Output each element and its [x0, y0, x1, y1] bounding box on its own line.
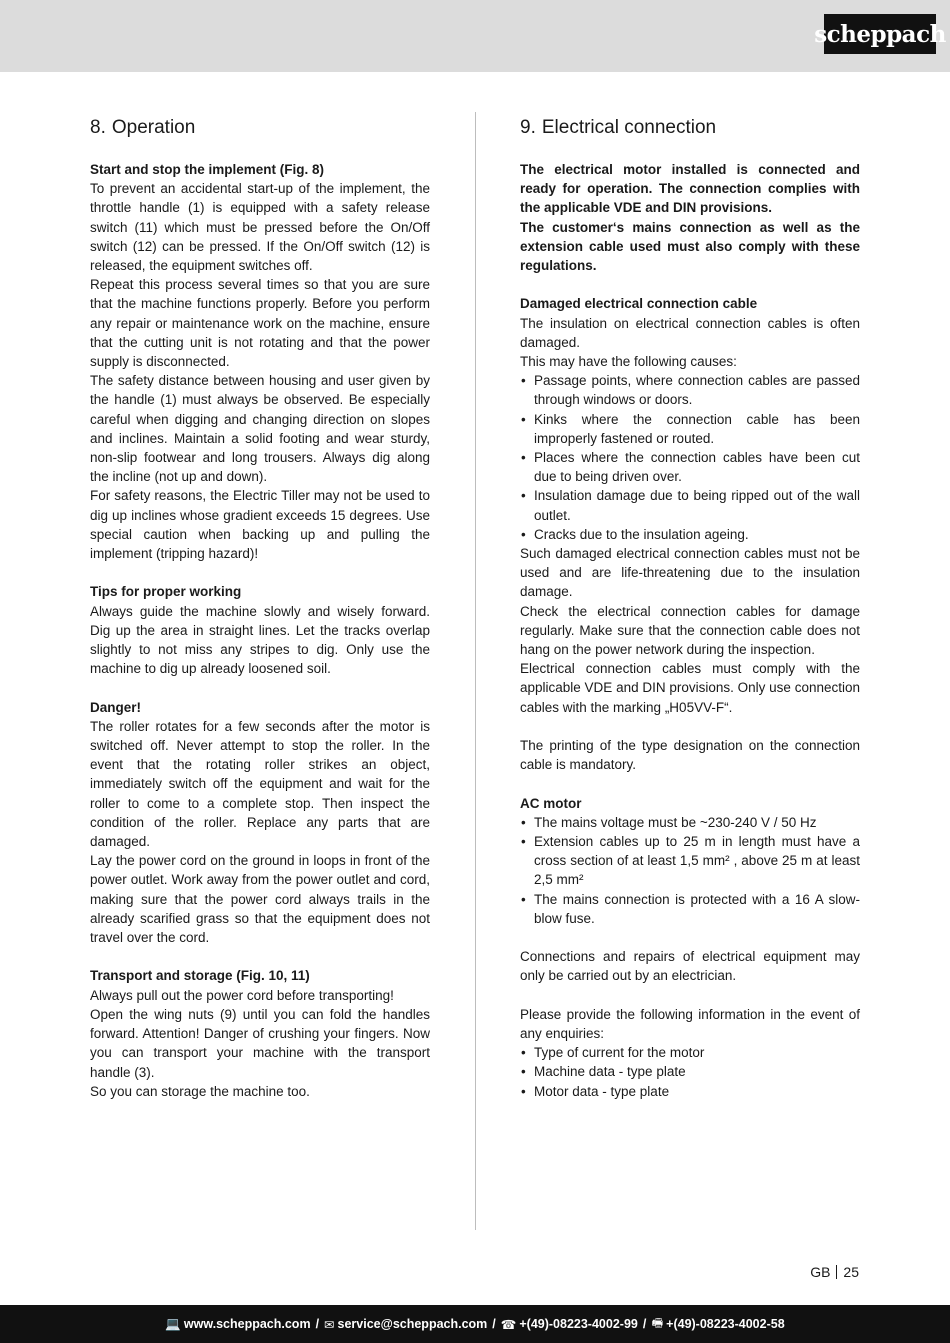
paragraph: To prevent an accidental start-up of the implement, the throttle handle (1) is equipped with a safety release switch (11) which must be pressed before the On/Off switch (12) can be pressed. If the On/Off switch (12) is released, the equipment switches off. — [90, 181, 430, 274]
paragraph: The printing of the type designation on the connection cable is mandatory. — [520, 738, 860, 773]
intro-paragraph: The customer‘s mains connection as well as the extension cable used must also comply with these regulations. — [520, 219, 860, 274]
website-link[interactable]: www.scheppach.com — [183, 1317, 311, 1331]
paragraph: Check the electrical connection cables for damage regularly. Make sure that the connection cable does not hang on the power network during the inspection. — [520, 603, 860, 658]
paragraph: Repeat this process several times so that you are sure that the machine functions properly. Before you perform any repair or maintenance work on the machine, ensure that the cutting unit is not rotating and that the power supply is disconnected. — [90, 277, 430, 370]
list-item: • Kinks where the connection cable has been improperly fastened or routed. — [520, 410, 860, 448]
section-number: 9. — [520, 117, 536, 138]
page-number — [810, 1264, 859, 1280]
paragraph: Such damaged electrical connection cables must not be used and are life-threatening due to the insulation damage. — [520, 546, 860, 600]
column-divider — [475, 112, 476, 1230]
electrical-connection-column — [520, 112, 860, 1101]
paragraph: The safety distance between housing and user given by the handle (1) must always be observed. Be especially careful when digging and changing direction on slopes and inclines. Maintain a solid footing and wear sturdy, non-slip footwear and long trousers. Always dig along the incline (not up and down). — [90, 373, 430, 485]
paragraph: Electrical connection cables must comply with the applicable VDE and DIN provisions. Only use connection cables with the marking „H05VV-F“. — [520, 661, 860, 715]
section-title-text: Operation — [111, 117, 196, 138]
list-item: • Passage points, where connection cables are passed through windows or doors. — [520, 371, 860, 409]
operation-column — [90, 112, 430, 1101]
list-item: • Cracks due to the insulation ageing. — [520, 525, 860, 544]
paragraph: Lay the power cord on the ground in loops in front of the power outlet. Work away from the power outlet and cord, making sure that the power cord always trails in the already scarified grass so that the equipment does not travel over the cord. — [90, 853, 430, 946]
fax-number: +(49)-08223-4002-58 — [666, 1317, 785, 1331]
ac-motor-list — [520, 813, 860, 928]
footer-separator: / — [492, 1317, 496, 1331]
paragraph: Always guide the machine slowly and wisely forward. Dig up the area in straight lines. Let the tracks overlap slightly to not miss any stripes to dig. Only use the machine to dig up already loosened soil. — [90, 603, 430, 677]
mail-icon: ✉ — [324, 1317, 335, 1332]
page-language: GB — [810, 1264, 831, 1280]
paragraph: This may have the following causes: — [520, 354, 737, 370]
paragraph: Connections and repairs of electrical equipment may only be carried out by an electrician. — [520, 949, 860, 984]
list-item: • The mains voltage must be ~230-240 V / 50 Hz — [520, 813, 860, 832]
list-item: • Places where the connection cables have been cut due to being driven over. — [520, 448, 860, 486]
paragraph: So you can storage the machine too. — [90, 1083, 310, 1099]
fax-icon: 🖷 — [651, 1315, 664, 1330]
footer-separator: / — [642, 1317, 647, 1331]
subheading-transport: Transport and storage (Fig. 10, 11) — [90, 968, 310, 984]
paragraph: For safety reasons, the Electric Tiller may not be used to dig up inclines whose gradient exceeds 15 degrees. Use special caution when backing up and pulling the implement (tripping hazard)! — [90, 488, 430, 562]
scheppach-logo: scheppach — [824, 14, 936, 54]
subheading-ac-motor: AC motor — [520, 795, 582, 811]
email-link[interactable]: service@scheppach.com — [337, 1317, 488, 1331]
subheading-tips: Tips for proper working — [90, 584, 242, 600]
page-number-separator — [836, 1265, 837, 1279]
paragraph: The roller rotates for a few seconds after the motor is switched off. Never attempt to stop the roller. In the event that the rotating roller strikes an object, immediately switch off the equipment and wait for the roller to come to a complete stop. Then inspect the condition of the roller. Replace any parts that are damaged. — [90, 718, 430, 850]
causes-list — [520, 371, 860, 544]
paragraph: Open the wing nuts (9) until you can fold the handles forward. Attention! Danger of crushing your fingers. Now you can transport your machine with the transport handle (3). — [90, 1006, 430, 1080]
list-item: • Insulation damage due to being ripped out of the wall outlet. — [520, 486, 860, 524]
enquiries-list — [520, 1043, 860, 1101]
list-item: • Type of current for the motor — [520, 1043, 860, 1062]
paragraph: Always pull out the power cord before transporting! — [90, 987, 394, 1003]
subheading-start-stop: Start and stop the implement (Fig. 8) — [90, 162, 325, 177]
header-band — [0, 0, 950, 72]
computer-icon: 💻 — [165, 1316, 181, 1331]
list-item: • Extension cables up to 25 m in length must have a cross section of at least 1,5 mm² , above 25 m at least 2,5 mm² — [520, 832, 860, 890]
list-item: • Motor data - type plate — [520, 1082, 860, 1101]
list-item: • The mains connection is protected with a 16 A slow-blow fuse. — [520, 890, 860, 928]
section-title-operation — [90, 116, 430, 140]
footer-separator: / — [315, 1317, 320, 1331]
section-title-electrical — [520, 116, 860, 140]
intro-paragraph: The electrical motor installed is connected and ready for operation. The connection complies with the applicable VDE and DIN provisions. — [520, 162, 860, 216]
section-number: 8. — [90, 117, 106, 138]
footer-contact-bar — [0, 1305, 950, 1343]
subheading-danger: Danger! — [90, 699, 142, 715]
phone-icon: ☎ — [500, 1317, 517, 1332]
phone-number[interactable]: +(49)-08223-4002-99 — [519, 1317, 638, 1331]
subheading-damaged-cable: Damaged electrical connection cable — [520, 296, 758, 312]
list-item: • Machine data - type plate — [520, 1062, 860, 1081]
section-title-text: Electrical connection — [541, 117, 717, 138]
paragraph: Please provide the following information in the event of any enquiries: — [520, 1006, 860, 1042]
paragraph: The insulation on electrical connection cables is often damaged. — [520, 315, 860, 350]
page-number-value: 25 — [843, 1264, 859, 1280]
